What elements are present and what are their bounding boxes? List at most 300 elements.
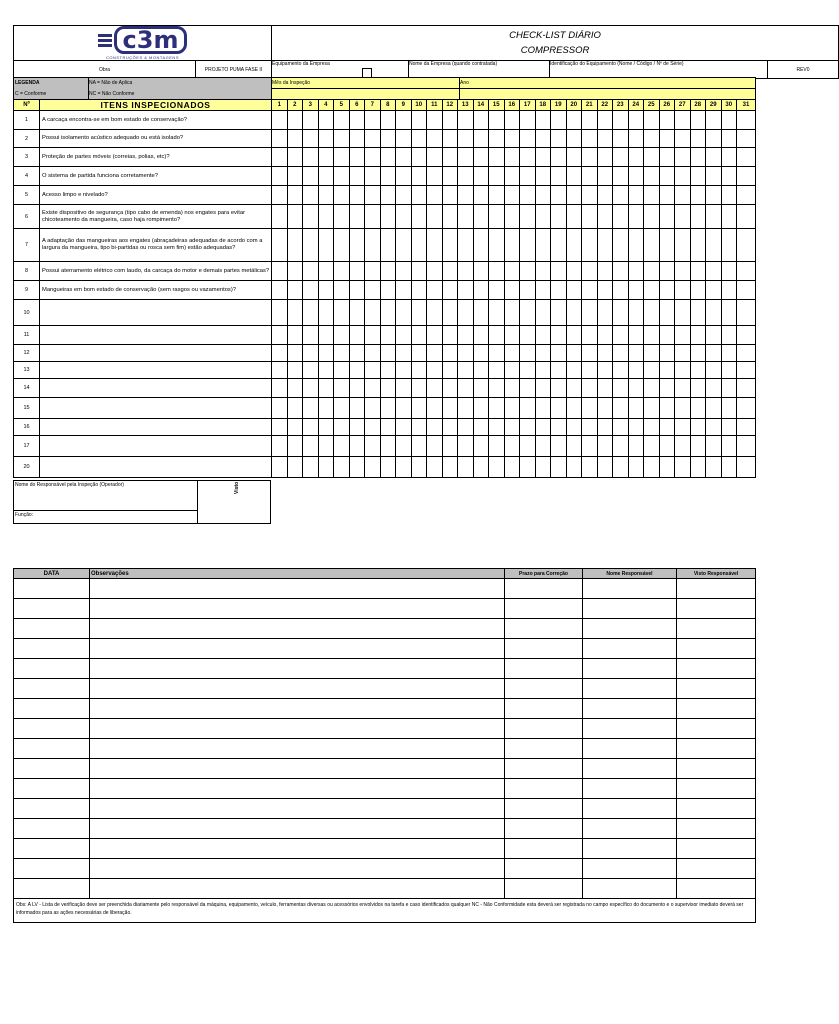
day-check-cell[interactable] xyxy=(675,281,691,300)
day-check-cell[interactable] xyxy=(380,362,396,379)
day-check-cell[interactable] xyxy=(318,398,334,419)
day-check-cell[interactable] xyxy=(318,262,334,281)
day-check-cell[interactable] xyxy=(644,419,660,436)
day-check-cell[interactable] xyxy=(458,262,474,281)
day-check-cell[interactable] xyxy=(427,419,443,436)
day-check-cell[interactable] xyxy=(396,262,412,281)
day-check-cell[interactable] xyxy=(613,262,629,281)
day-check-cell[interactable] xyxy=(489,229,505,262)
day-check-cell[interactable] xyxy=(473,345,489,362)
day-check-cell[interactable] xyxy=(721,111,737,130)
obs-prazo-cell[interactable] xyxy=(505,739,583,759)
day-check-cell[interactable] xyxy=(706,379,722,398)
day-check-cell[interactable] xyxy=(334,111,350,130)
day-check-cell[interactable] xyxy=(473,186,489,205)
obs-data-cell[interactable] xyxy=(14,819,90,839)
day-check-cell[interactable] xyxy=(535,205,551,229)
identificacao-field[interactable] xyxy=(550,61,768,79)
day-check-cell[interactable] xyxy=(287,167,303,186)
obs-nome-cell[interactable] xyxy=(583,779,677,799)
day-check-cell[interactable] xyxy=(706,419,722,436)
day-check-cell[interactable] xyxy=(458,229,474,262)
day-check-cell[interactable] xyxy=(582,457,598,478)
day-check-cell[interactable] xyxy=(334,345,350,362)
day-check-cell[interactable] xyxy=(458,167,474,186)
day-check-cell[interactable] xyxy=(473,300,489,326)
day-check-cell[interactable] xyxy=(303,326,319,345)
day-check-cell[interactable] xyxy=(737,300,756,326)
day-check-cell[interactable] xyxy=(721,345,737,362)
day-check-cell[interactable] xyxy=(566,419,582,436)
day-check-cell[interactable] xyxy=(659,436,675,457)
day-check-cell[interactable] xyxy=(349,281,365,300)
day-check-cell[interactable] xyxy=(721,262,737,281)
day-check-cell[interactable] xyxy=(551,229,567,262)
obs-visto-cell[interactable] xyxy=(677,619,756,639)
day-check-cell[interactable] xyxy=(318,130,334,148)
day-check-cell[interactable] xyxy=(613,379,629,398)
day-check-cell[interactable] xyxy=(334,326,350,345)
day-check-cell[interactable] xyxy=(737,229,756,262)
day-check-cell[interactable] xyxy=(272,398,288,419)
obs-data-cell[interactable] xyxy=(14,639,90,659)
day-check-cell[interactable] xyxy=(566,345,582,362)
day-check-cell[interactable] xyxy=(334,457,350,478)
obs-nome-cell[interactable] xyxy=(583,799,677,819)
day-check-cell[interactable] xyxy=(287,326,303,345)
day-check-cell[interactable] xyxy=(318,419,334,436)
day-check-cell[interactable] xyxy=(706,186,722,205)
day-check-cell[interactable] xyxy=(520,362,536,379)
equipamento-empresa-field[interactable] xyxy=(272,61,409,79)
day-check-cell[interactable] xyxy=(644,130,660,148)
day-check-cell[interactable] xyxy=(551,457,567,478)
day-check-cell[interactable] xyxy=(613,326,629,345)
day-check-cell[interactable] xyxy=(303,300,319,326)
day-check-cell[interactable] xyxy=(582,419,598,436)
day-check-cell[interactable] xyxy=(380,345,396,362)
day-check-cell[interactable] xyxy=(458,362,474,379)
day-check-cell[interactable] xyxy=(303,130,319,148)
day-check-cell[interactable] xyxy=(644,457,660,478)
day-check-cell[interactable] xyxy=(396,300,412,326)
day-check-cell[interactable] xyxy=(427,457,443,478)
day-check-cell[interactable] xyxy=(287,148,303,167)
item-question[interactable] xyxy=(40,398,272,419)
day-check-cell[interactable] xyxy=(721,379,737,398)
obs-prazo-cell[interactable] xyxy=(505,859,583,879)
day-check-cell[interactable] xyxy=(504,457,520,478)
day-check-cell[interactable] xyxy=(411,229,427,262)
day-check-cell[interactable] xyxy=(721,229,737,262)
day-check-cell[interactable] xyxy=(659,167,675,186)
day-check-cell[interactable] xyxy=(458,436,474,457)
day-check-cell[interactable] xyxy=(365,229,381,262)
day-check-cell[interactable] xyxy=(473,398,489,419)
day-check-cell[interactable] xyxy=(659,229,675,262)
day-check-cell[interactable] xyxy=(582,379,598,398)
day-check-cell[interactable] xyxy=(318,345,334,362)
obs-data-cell[interactable] xyxy=(14,879,90,899)
day-check-cell[interactable] xyxy=(628,186,644,205)
obs-text-cell[interactable] xyxy=(90,839,505,859)
obs-visto-cell[interactable] xyxy=(677,859,756,879)
day-check-cell[interactable] xyxy=(659,262,675,281)
day-check-cell[interactable] xyxy=(597,205,613,229)
obs-data-cell[interactable] xyxy=(14,659,90,679)
day-check-cell[interactable] xyxy=(318,111,334,130)
day-check-cell[interactable] xyxy=(659,457,675,478)
obs-nome-cell[interactable] xyxy=(583,819,677,839)
day-check-cell[interactable] xyxy=(520,457,536,478)
day-check-cell[interactable] xyxy=(380,130,396,148)
day-check-cell[interactable] xyxy=(675,111,691,130)
obs-prazo-cell[interactable] xyxy=(505,719,583,739)
day-check-cell[interactable] xyxy=(380,300,396,326)
day-check-cell[interactable] xyxy=(551,148,567,167)
day-check-cell[interactable] xyxy=(473,379,489,398)
day-check-cell[interactable] xyxy=(675,205,691,229)
day-check-cell[interactable] xyxy=(380,457,396,478)
day-check-cell[interactable] xyxy=(504,419,520,436)
day-check-cell[interactable] xyxy=(442,281,458,300)
day-check-cell[interactable] xyxy=(582,300,598,326)
day-check-cell[interactable] xyxy=(458,130,474,148)
day-check-cell[interactable] xyxy=(411,436,427,457)
day-check-cell[interactable] xyxy=(303,205,319,229)
day-check-cell[interactable] xyxy=(675,186,691,205)
day-check-cell[interactable] xyxy=(287,436,303,457)
day-check-cell[interactable] xyxy=(504,229,520,262)
day-check-cell[interactable] xyxy=(272,457,288,478)
day-check-cell[interactable] xyxy=(272,167,288,186)
day-check-cell[interactable] xyxy=(628,326,644,345)
day-check-cell[interactable] xyxy=(582,362,598,379)
day-check-cell[interactable] xyxy=(690,300,706,326)
day-check-cell[interactable] xyxy=(442,229,458,262)
day-check-cell[interactable] xyxy=(349,130,365,148)
item-question[interactable] xyxy=(40,326,272,345)
obs-data-cell[interactable] xyxy=(14,799,90,819)
day-check-cell[interactable] xyxy=(675,326,691,345)
day-check-cell[interactable] xyxy=(303,362,319,379)
day-check-cell[interactable] xyxy=(566,457,582,478)
day-check-cell[interactable] xyxy=(365,326,381,345)
day-check-cell[interactable] xyxy=(349,345,365,362)
day-check-cell[interactable] xyxy=(644,436,660,457)
day-check-cell[interactable] xyxy=(597,398,613,419)
obs-data-cell[interactable] xyxy=(14,679,90,699)
day-check-cell[interactable] xyxy=(303,167,319,186)
obs-text-cell[interactable] xyxy=(90,879,505,899)
day-check-cell[interactable] xyxy=(690,419,706,436)
day-check-cell[interactable] xyxy=(551,262,567,281)
day-check-cell[interactable] xyxy=(442,130,458,148)
day-check-cell[interactable] xyxy=(737,457,756,478)
day-check-cell[interactable] xyxy=(690,186,706,205)
item-question[interactable] xyxy=(40,345,272,362)
day-check-cell[interactable] xyxy=(566,229,582,262)
day-check-cell[interactable] xyxy=(334,436,350,457)
day-check-cell[interactable] xyxy=(535,281,551,300)
obs-visto-cell[interactable] xyxy=(677,599,756,619)
day-check-cell[interactable] xyxy=(613,186,629,205)
day-check-cell[interactable] xyxy=(287,398,303,419)
day-check-cell[interactable] xyxy=(303,436,319,457)
day-check-cell[interactable] xyxy=(489,130,505,148)
day-check-cell[interactable] xyxy=(644,379,660,398)
obs-nome-cell[interactable] xyxy=(583,579,677,599)
day-check-cell[interactable] xyxy=(334,262,350,281)
nome-empresa-field[interactable] xyxy=(409,61,550,79)
obs-prazo-cell[interactable] xyxy=(505,659,583,679)
obs-prazo-cell[interactable] xyxy=(505,619,583,639)
day-check-cell[interactable] xyxy=(504,111,520,130)
day-check-cell[interactable] xyxy=(318,186,334,205)
day-check-cell[interactable] xyxy=(721,130,737,148)
day-check-cell[interactable] xyxy=(489,205,505,229)
day-check-cell[interactable] xyxy=(551,436,567,457)
day-check-cell[interactable] xyxy=(644,300,660,326)
day-check-cell[interactable] xyxy=(489,345,505,362)
day-check-cell[interactable] xyxy=(473,436,489,457)
day-check-cell[interactable] xyxy=(427,326,443,345)
day-check-cell[interactable] xyxy=(644,148,660,167)
day-check-cell[interactable] xyxy=(396,111,412,130)
day-check-cell[interactable] xyxy=(349,457,365,478)
day-check-cell[interactable] xyxy=(334,300,350,326)
day-check-cell[interactable] xyxy=(365,130,381,148)
day-check-cell[interactable] xyxy=(334,205,350,229)
day-check-cell[interactable] xyxy=(427,398,443,419)
day-check-cell[interactable] xyxy=(582,167,598,186)
day-check-cell[interactable] xyxy=(427,379,443,398)
day-check-cell[interactable] xyxy=(690,345,706,362)
day-check-cell[interactable] xyxy=(535,229,551,262)
obs-prazo-cell[interactable] xyxy=(505,759,583,779)
day-check-cell[interactable] xyxy=(427,262,443,281)
day-check-cell[interactable] xyxy=(737,379,756,398)
day-check-cell[interactable] xyxy=(566,167,582,186)
day-check-cell[interactable] xyxy=(737,436,756,457)
day-check-cell[interactable] xyxy=(489,436,505,457)
day-check-cell[interactable] xyxy=(582,186,598,205)
day-check-cell[interactable] xyxy=(287,229,303,262)
obs-data-cell[interactable] xyxy=(14,839,90,859)
day-check-cell[interactable] xyxy=(396,436,412,457)
day-check-cell[interactable] xyxy=(675,457,691,478)
day-check-cell[interactable] xyxy=(272,262,288,281)
day-check-cell[interactable] xyxy=(334,379,350,398)
day-check-cell[interactable] xyxy=(566,300,582,326)
obs-prazo-cell[interactable] xyxy=(505,879,583,899)
day-check-cell[interactable] xyxy=(628,419,644,436)
obs-text-cell[interactable] xyxy=(90,639,505,659)
day-check-cell[interactable] xyxy=(659,362,675,379)
day-check-cell[interactable] xyxy=(690,362,706,379)
day-check-cell[interactable] xyxy=(520,419,536,436)
day-check-cell[interactable] xyxy=(303,419,319,436)
day-check-cell[interactable] xyxy=(334,130,350,148)
day-check-cell[interactable] xyxy=(489,398,505,419)
day-check-cell[interactable] xyxy=(659,326,675,345)
item-question[interactable] xyxy=(40,436,272,457)
day-check-cell[interactable] xyxy=(349,186,365,205)
day-check-cell[interactable] xyxy=(504,148,520,167)
obs-nome-cell[interactable] xyxy=(583,859,677,879)
day-check-cell[interactable] xyxy=(458,398,474,419)
day-check-cell[interactable] xyxy=(334,281,350,300)
day-check-cell[interactable] xyxy=(473,457,489,478)
day-check-cell[interactable] xyxy=(644,111,660,130)
day-check-cell[interactable] xyxy=(737,281,756,300)
obs-visto-cell[interactable] xyxy=(677,759,756,779)
day-check-cell[interactable] xyxy=(272,130,288,148)
day-check-cell[interactable] xyxy=(458,281,474,300)
day-check-cell[interactable] xyxy=(644,167,660,186)
day-check-cell[interactable] xyxy=(504,167,520,186)
day-check-cell[interactable] xyxy=(458,300,474,326)
day-check-cell[interactable] xyxy=(520,130,536,148)
obs-visto-cell[interactable] xyxy=(677,659,756,679)
day-check-cell[interactable] xyxy=(551,205,567,229)
obs-prazo-cell[interactable] xyxy=(505,819,583,839)
obs-text-cell[interactable] xyxy=(90,779,505,799)
day-check-cell[interactable] xyxy=(690,457,706,478)
day-check-cell[interactable] xyxy=(675,362,691,379)
day-check-cell[interactable] xyxy=(535,379,551,398)
day-check-cell[interactable] xyxy=(396,130,412,148)
day-check-cell[interactable] xyxy=(287,130,303,148)
day-check-cell[interactable] xyxy=(706,436,722,457)
day-check-cell[interactable] xyxy=(365,457,381,478)
day-check-cell[interactable] xyxy=(551,345,567,362)
day-check-cell[interactable] xyxy=(551,379,567,398)
day-check-cell[interactable] xyxy=(659,130,675,148)
day-check-cell[interactable] xyxy=(597,326,613,345)
day-check-cell[interactable] xyxy=(613,419,629,436)
day-check-cell[interactable] xyxy=(504,345,520,362)
day-check-cell[interactable] xyxy=(303,398,319,419)
obs-nome-cell[interactable] xyxy=(583,699,677,719)
day-check-cell[interactable] xyxy=(318,436,334,457)
day-check-cell[interactable] xyxy=(427,186,443,205)
day-check-cell[interactable] xyxy=(365,419,381,436)
day-check-cell[interactable] xyxy=(489,300,505,326)
obs-text-cell[interactable] xyxy=(90,719,505,739)
day-check-cell[interactable] xyxy=(411,379,427,398)
day-check-cell[interactable] xyxy=(535,419,551,436)
day-check-cell[interactable] xyxy=(272,148,288,167)
day-check-cell[interactable] xyxy=(442,345,458,362)
day-check-cell[interactable] xyxy=(628,362,644,379)
day-check-cell[interactable] xyxy=(551,419,567,436)
day-check-cell[interactable] xyxy=(690,229,706,262)
day-check-cell[interactable] xyxy=(566,130,582,148)
day-check-cell[interactable] xyxy=(721,398,737,419)
day-check-cell[interactable] xyxy=(287,300,303,326)
obs-prazo-cell[interactable] xyxy=(505,599,583,619)
day-check-cell[interactable] xyxy=(427,436,443,457)
day-check-cell[interactable] xyxy=(334,186,350,205)
day-check-cell[interactable] xyxy=(504,300,520,326)
day-check-cell[interactable] xyxy=(489,326,505,345)
day-check-cell[interactable] xyxy=(334,229,350,262)
day-check-cell[interactable] xyxy=(535,186,551,205)
obs-nome-cell[interactable] xyxy=(583,639,677,659)
day-check-cell[interactable] xyxy=(287,419,303,436)
obs-data-cell[interactable] xyxy=(14,739,90,759)
day-check-cell[interactable] xyxy=(396,229,412,262)
day-check-cell[interactable] xyxy=(566,262,582,281)
obs-text-cell[interactable] xyxy=(90,579,505,599)
day-check-cell[interactable] xyxy=(365,436,381,457)
day-check-cell[interactable] xyxy=(380,262,396,281)
day-check-cell[interactable] xyxy=(349,229,365,262)
day-check-cell[interactable] xyxy=(349,148,365,167)
day-check-cell[interactable] xyxy=(520,300,536,326)
day-check-cell[interactable] xyxy=(551,398,567,419)
day-check-cell[interactable] xyxy=(318,362,334,379)
day-check-cell[interactable] xyxy=(411,167,427,186)
day-check-cell[interactable] xyxy=(675,398,691,419)
day-check-cell[interactable] xyxy=(721,281,737,300)
day-check-cell[interactable] xyxy=(535,398,551,419)
day-check-cell[interactable] xyxy=(535,262,551,281)
day-check-cell[interactable] xyxy=(628,262,644,281)
day-check-cell[interactable] xyxy=(396,148,412,167)
day-check-cell[interactable] xyxy=(473,229,489,262)
day-check-cell[interactable] xyxy=(411,186,427,205)
day-check-cell[interactable] xyxy=(597,436,613,457)
day-check-cell[interactable] xyxy=(380,167,396,186)
day-check-cell[interactable] xyxy=(287,362,303,379)
day-check-cell[interactable] xyxy=(706,205,722,229)
day-check-cell[interactable] xyxy=(365,205,381,229)
day-check-cell[interactable] xyxy=(690,167,706,186)
day-check-cell[interactable] xyxy=(473,262,489,281)
day-check-cell[interactable] xyxy=(318,326,334,345)
day-check-cell[interactable] xyxy=(427,362,443,379)
day-check-cell[interactable] xyxy=(721,326,737,345)
day-check-cell[interactable] xyxy=(504,205,520,229)
day-check-cell[interactable] xyxy=(303,281,319,300)
day-check-cell[interactable] xyxy=(706,111,722,130)
obs-text-cell[interactable] xyxy=(90,659,505,679)
day-check-cell[interactable] xyxy=(737,398,756,419)
day-check-cell[interactable] xyxy=(272,229,288,262)
day-check-cell[interactable] xyxy=(706,326,722,345)
day-check-cell[interactable] xyxy=(613,130,629,148)
day-check-cell[interactable] xyxy=(411,362,427,379)
day-check-cell[interactable] xyxy=(582,205,598,229)
day-check-cell[interactable] xyxy=(551,167,567,186)
day-check-cell[interactable] xyxy=(628,436,644,457)
day-check-cell[interactable] xyxy=(535,130,551,148)
day-check-cell[interactable] xyxy=(675,130,691,148)
day-check-cell[interactable] xyxy=(489,167,505,186)
day-check-cell[interactable] xyxy=(365,186,381,205)
day-check-cell[interactable] xyxy=(644,186,660,205)
day-check-cell[interactable] xyxy=(659,148,675,167)
day-check-cell[interactable] xyxy=(411,111,427,130)
day-check-cell[interactable] xyxy=(706,148,722,167)
day-check-cell[interactable] xyxy=(334,167,350,186)
day-check-cell[interactable] xyxy=(597,111,613,130)
day-check-cell[interactable] xyxy=(272,281,288,300)
day-check-cell[interactable] xyxy=(287,111,303,130)
day-check-cell[interactable] xyxy=(349,262,365,281)
